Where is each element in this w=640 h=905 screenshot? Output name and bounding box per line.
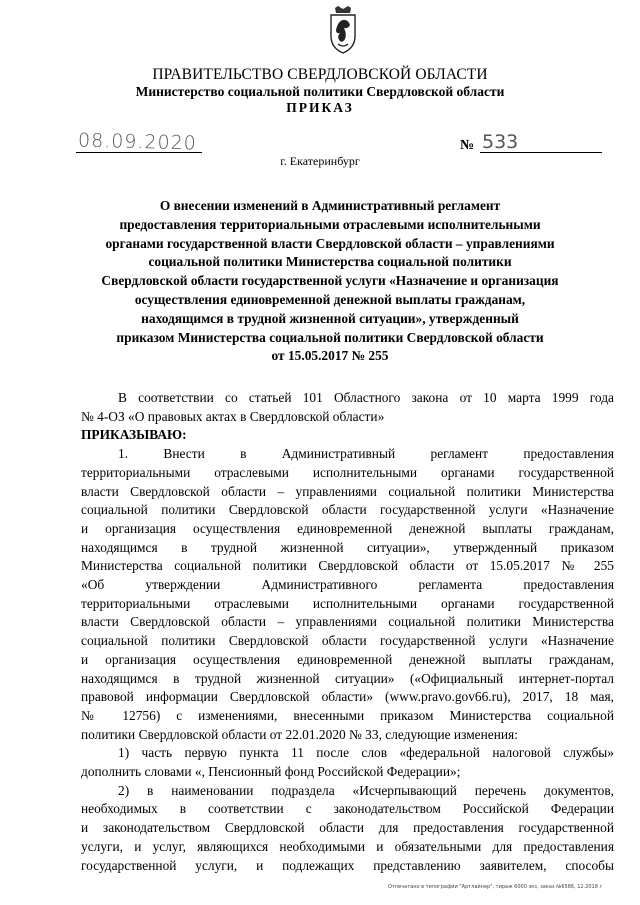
body-line: № 4-ОЗ «О правовых актах в Свердловской области» [81, 408, 385, 424]
body-line: политики Свердловской области от 22.01.2020 № 33, следующие изменения: [81, 726, 518, 742]
number-sign: № [460, 138, 475, 153]
city-label: г. Екатеринбург [280, 154, 360, 168]
title-line: от 15.05.2017 № 255 [271, 348, 389, 364]
body-line: необходимых в соответствии с законодательством Российской Федерации [81, 801, 614, 817]
body-line: территориальными отраслевыми исполнительными органами государственной [81, 464, 614, 480]
body-line: власти Свердловской области – управлениями социальной политики Министерства [81, 483, 614, 499]
body-line: находящимся в трудной жизненной ситуации», утвержденный приказом [81, 539, 614, 555]
body-line: 1) часть первую пункта 11 после слов «федеральной налоговой службы» [118, 745, 614, 761]
body-line: № 12756) с изменениями, внесенными приказом Министерства социальной [81, 707, 614, 723]
order-title [60, 197, 600, 366]
title-line: Свердловской области государственной услуги «Назначение и организация [101, 273, 559, 289]
body-line: власти Свердловской области – управлениями социальной политики Министерства [81, 614, 614, 630]
body-line: находящимся в трудной жизненной ситуации» («Официальный интернет-портал [81, 670, 614, 686]
body-line: 1. Внести в Административный регламент предоставления [118, 446, 614, 462]
body-line: и организация осуществления единовременной денежной выплаты гражданам, [81, 520, 614, 536]
number-underline [480, 152, 602, 153]
body-line: социальной политики Свердловской области государственной услуги «Назначение [81, 502, 614, 518]
coat-of-arms-emblem [329, 6, 357, 54]
government-heading: ПРАВИТЕЛЬСТВО СВЕРДЛОВСКОЙ ОБЛАСТИ [152, 66, 488, 83]
body-line: социальной политики Свердловской области государственной услуги «Назначение [81, 633, 614, 649]
body-line: «Об утверждении Административного регламента предоставления [81, 577, 614, 593]
ministry-heading: Министерство социальной политики Свердловской области [135, 84, 505, 99]
body-line: территориальными отраслевыми исполнительными органами государственной [81, 595, 614, 611]
order-date: 08.09.2020 [77, 129, 198, 155]
title-line: находящимся в трудной жизненной ситуации», утвержденный [141, 310, 519, 326]
body-line: и организация осуществления единовременной денежной выплаты гражданам, [81, 651, 614, 667]
body-line: правовой информации Свердловской области» (www.pravo.gov66.ru), 2017, 18 мая, [81, 689, 614, 705]
body-line: В соответствии со статьей 101 Областного закона от 10 марта 1999 года [118, 390, 614, 405]
document-type-heading: ПРИКАЗ [286, 100, 354, 115]
body-line: и законодательством Свердловской области для предоставления государственной [81, 820, 614, 836]
order-body [81, 389, 614, 875]
title-line: органами государственной власти Свердловской области – управлениями [105, 235, 555, 251]
body-line: 2) в наименовании подраздела «Исчерпывающий перечень документов, [118, 782, 614, 798]
order-number: 533 [482, 131, 519, 153]
order-word: ПРИКАЗЫВАЮ: [81, 427, 187, 443]
title-line: приказом Министерства социальной политики Свердловской области [116, 329, 544, 345]
printer-footer: Отпечатано в типографии "Артлайнер", тираж 6000 экз, заказ №6586, 12.2018 г [388, 884, 603, 890]
title-line: О внесении изменений в Административный регламент [159, 198, 501, 213]
body-line: государственной услуги, и подлежащих представлению заявителем, способы [81, 857, 614, 873]
title-line: осуществления единовременной денежной выплаты гражданам, [134, 291, 526, 307]
body-line: услуги, и услуг, являющихся необходимыми и обязательными для предоставления [81, 838, 614, 854]
title-line: предоставления территориальными отраслевыми исполнительными [119, 216, 541, 232]
title-line: социальной политики Министерства социальной политики [148, 254, 512, 270]
date-underline [76, 152, 202, 153]
body-line: дополнить словами «, Пенсионный фонд Российской Федерации»; [81, 764, 461, 780]
body-line: Министерства социальной политики Свердловской области от 15.05.2017 № 255 [81, 558, 614, 574]
